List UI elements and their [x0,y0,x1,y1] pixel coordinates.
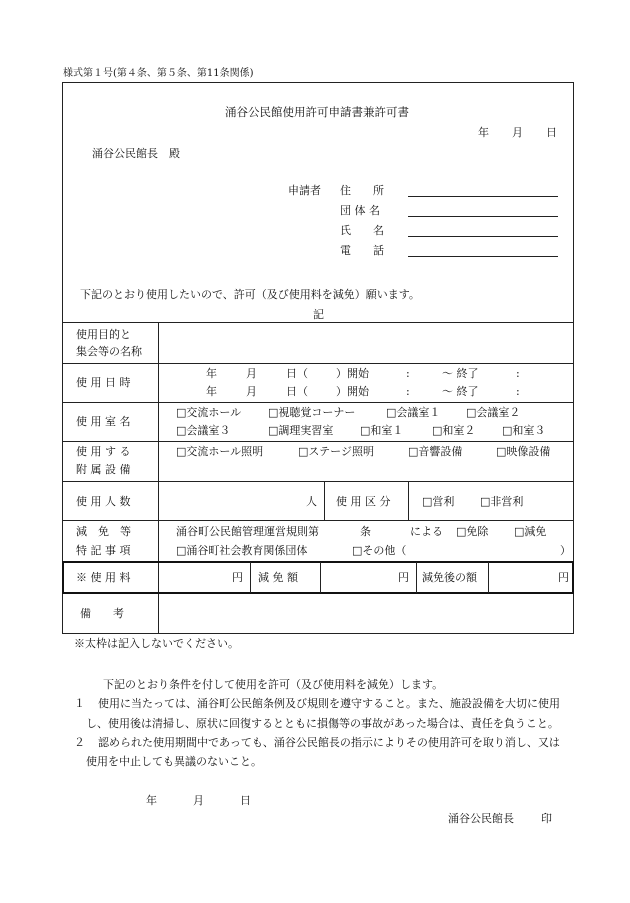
addressee: 涌谷公民館長 殿 [92,147,180,160]
fee-yen-3: 円 [558,571,569,584]
exemption-article: 条 [360,525,371,538]
condition-2-line-2: 使用を中止しても異議のないこと。 [86,755,262,768]
exemption-regulation-text: 涌谷町公民館管理運営規則第 [176,525,319,538]
approval-day-label: 日 [240,794,251,807]
condition-1-line-2: し、使用後は清掃し、原状に回復するとともに損傷等の事故があった場合は、責任を負うこと。 [86,717,559,730]
condition-1-number: １ [74,697,85,710]
date1-year: 年 [206,367,217,380]
date-day-label: 日 [546,126,557,139]
applicant-label: 申請者 [288,184,321,197]
room-checkbox-meeting-2[interactable]: □会議室２ [466,406,521,419]
people-divider-2 [408,481,409,520]
room-checkbox-meeting-1[interactable]: □会議室１ [386,406,441,419]
notes-field[interactable] [159,595,573,633]
applicant-name-field[interactable] [408,236,558,237]
usage-class-label: 使 用 区 分 [336,495,391,508]
rule-after-dates [62,402,574,403]
exemption-label-2: 特 記 事 項 [76,544,131,557]
room-checkbox-washitsu-2[interactable]: □和室２ [432,424,476,437]
notes-label: 備 考 [80,607,124,620]
equipment-checkbox-hall-lighting[interactable]: □交流ホール照明 [176,445,264,458]
exemption-exempt-checkbox[interactable]: □免除 [456,525,489,538]
rule-after-people [62,520,574,521]
equipment-label-1: 使 用 す る [76,445,131,458]
reduction-label: 減 免 額 [258,571,298,584]
usage-noncommercial-checkbox[interactable]: □非営利 [480,495,524,508]
dates-label: 使 用 日 時 [76,376,131,389]
people-divider-1 [324,481,325,520]
room-checkbox-av-corner[interactable]: □視聴覚コーナー [268,406,356,419]
rule-after-rooms [62,441,574,442]
equipment-checkbox-video[interactable]: □映像設備 [496,445,551,458]
purpose-label-1: 使用目的と [76,328,131,341]
approval-intro: 下記のとおり条件を付して使用を許可（及び使用料を減免）します。 [103,678,444,691]
date2-day: 日（ [286,385,308,398]
condition-2-number: ２ [74,736,85,749]
condition-1-line-1: 使用に当たっては、涌谷町公民館条例及び規則を遵守すること。また、施設設備を大切に使用 [98,697,560,710]
fee-yen-1: 円 [232,571,243,584]
room-checkbox-hall[interactable]: □交流ホール [176,406,242,419]
rule-after-purpose [62,363,574,364]
room-checkbox-washitsu-1[interactable]: □和室１ [360,424,404,437]
fee-yen-2: 円 [398,571,409,584]
fee-divider-1 [250,562,251,593]
date1-start: ）開始 [336,367,369,380]
applicant-phone-label: 電 話 [340,244,384,257]
date-month-label: 月 [512,126,523,139]
fee-divider-4 [488,562,489,593]
exemption-label-1: 減 免 等 [76,525,131,538]
room-checkbox-washitsu-3[interactable]: □和室３ [502,424,546,437]
approval-year-label: 年 [146,794,157,807]
applicant-organization-field[interactable] [408,216,558,217]
condition-2-line-1: 認められた使用期間中であっても、涌谷公民館長の指示によりその使用許可を取り消し、又は [98,736,560,749]
signer: 涌谷公民館長 [448,812,514,825]
date-year-label: 年 [478,126,489,139]
usage-commercial-checkbox[interactable]: □営利 [422,495,455,508]
people-unit: 人 [306,495,317,508]
date2-colon2: : [516,385,520,398]
form-title: 涌谷公民館使用許可申請書兼許可書 [225,105,409,119]
date2-year: 年 [206,385,217,398]
approval-month-label: 月 [193,794,204,807]
exemption-social-group-checkbox[interactable]: □涌谷町社会教育関係団体 [176,544,308,557]
date1-colon2: : [516,367,520,380]
date2-month: 月 [246,385,257,398]
purpose-label-2: 集会等の名称 [76,345,142,358]
applicant-organization-label: 団 体 名 [340,204,380,217]
form-number: 様式第１号(第４条、第５条、第11条関係) [63,68,254,79]
date2-end: ～ 終了 [442,385,479,398]
fee-divider-2 [320,562,321,593]
equipment-checkbox-sound[interactable]: □音響設備 [408,445,463,458]
seal-mark: 印 [541,812,552,825]
rooms-label: 使 用 室 名 [76,415,131,428]
request-text: 下記のとおり使用したいので、許可（及び使用料を減免）願います。 [80,288,420,301]
rule-after-equipment [62,481,574,482]
applicant-address-label: 住 所 [340,184,384,197]
purpose-field[interactable] [159,323,573,363]
fee-label: ※ 使 用 料 [76,571,131,584]
equipment-label-2: 附 属 設 備 [76,463,131,476]
exemption-other-close: ） [560,544,571,557]
date2-colon1: : [406,385,410,398]
date1-colon1: : [406,367,410,380]
date2-start: ）開始 [336,385,369,398]
ki-label: 記 [313,308,324,321]
people-label: 使 用 人 数 [76,495,131,508]
room-checkbox-meeting-3[interactable]: □会議室３ [176,424,231,437]
room-checkbox-cooking[interactable]: □調理実習室 [268,424,334,437]
date1-end: ～ 終了 [442,367,479,380]
applicant-name-label: 氏 名 [340,224,384,237]
exemption-other-checkbox[interactable]: □その他（ [352,544,407,557]
exemption-by: による [410,525,443,538]
exemption-reduce-checkbox[interactable]: □減免 [514,525,547,538]
applicant-phone-field[interactable] [408,256,558,257]
fee-divider-3 [416,562,417,593]
date1-day: 日（ [286,367,308,380]
date1-month: 月 [246,367,257,380]
equipment-checkbox-stage-lighting[interactable]: □ステージ照明 [298,445,374,458]
bold-frame-note: ※太枠は記入しないでください。 [74,637,239,650]
applicant-address-field[interactable] [408,196,558,197]
fee-bold-frame [62,561,574,594]
after-reduction-label: 減免後の額 [422,571,477,584]
